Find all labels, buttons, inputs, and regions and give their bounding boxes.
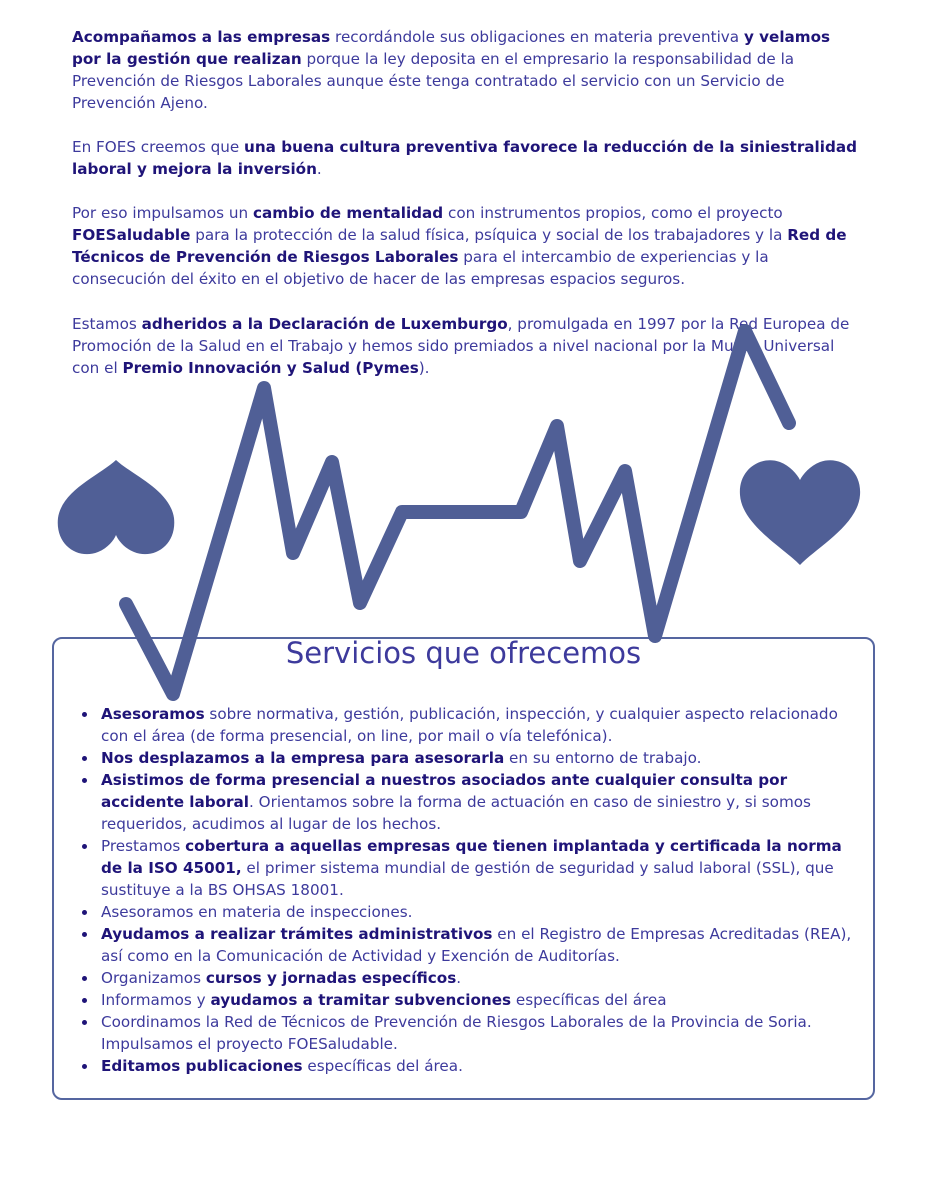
heart-icon-right bbox=[740, 460, 860, 565]
bold-text: Acompañamos a las empresas bbox=[72, 28, 331, 46]
text-run: . bbox=[316, 160, 322, 178]
text-run: Por eso impulsamos un bbox=[72, 204, 253, 222]
bold-text: Nos desplazamos a la empresa para asesorarla bbox=[101, 749, 505, 767]
services-box bbox=[52, 637, 875, 1100]
service-item bbox=[101, 1055, 856, 1077]
text-run: en su entorno de trabajo. bbox=[504, 749, 702, 767]
text-run: Organizamos bbox=[101, 969, 206, 987]
bold-text: Premio Innovación y Salud (Pymes bbox=[122, 359, 419, 377]
service-item bbox=[101, 901, 856, 923]
bold-text: una buena cultura preventiva favorece la reducción de la siniestralidad laboral y mejora la inversión bbox=[72, 138, 857, 178]
service-item bbox=[101, 835, 856, 901]
service-item bbox=[101, 703, 856, 747]
service-item bbox=[101, 747, 856, 769]
text-run: Estamos bbox=[72, 315, 142, 333]
text-run: el primer sistema mundial de gestión de seguridad y salud laboral (SSL), que sustituye a la BS OHSAS 18001. bbox=[101, 859, 834, 899]
intro-paragraph-2 bbox=[72, 136, 862, 180]
text-run: con instrumentos propios, como el proyecto bbox=[443, 204, 783, 222]
bold-text: Red de Técnicos de Prevención de Riesgos Laborales bbox=[72, 226, 847, 266]
service-item bbox=[101, 923, 856, 967]
text-run: recordándole sus obligaciones en materia preventiva bbox=[330, 28, 744, 46]
bold-text: Editamos publicaciones bbox=[101, 1057, 303, 1075]
intro-paragraph-4 bbox=[72, 313, 862, 379]
service-item bbox=[101, 1011, 856, 1055]
bold-text: Asistimos de forma presencial a nuestros asociados ante cualquier consulta por accidente laboral bbox=[101, 771, 788, 811]
intro-paragraph-3 bbox=[72, 202, 862, 290]
text-run: . Orientamos sobre la forma de actuación en caso de siniestro y, si somos requeridos, acudimos al lugar de los hechos. bbox=[101, 793, 811, 833]
text-run: ). bbox=[418, 359, 430, 377]
services-title: Servicios que ofrecemos bbox=[285, 636, 642, 670]
text-run: en el Registro de Empresas Acreditadas (REA), así como en la Comunicación de Actividad y Exención de Auditorías. bbox=[101, 925, 852, 965]
text-run: , promulgada en 1997 por la Red Europea de Promoción de la Salud en el Trabajo y hemos sido premiados a nivel nacional por la Mutua Universal con el bbox=[72, 315, 850, 377]
text-run: Informamos y bbox=[101, 991, 211, 1009]
text-run: sobre normativa, gestión, publicación, inspección, y cualquier aspecto relacionado con el área (de forma presencial, on line, por mail o vía telefónica). bbox=[101, 705, 838, 745]
text-run: específicas del área. bbox=[302, 1057, 463, 1075]
bold-text: Asesoramos bbox=[101, 705, 205, 723]
text-run: Coordinamos la Red de Técnicos de Prevención de Riesgos Laborales de la Provincia de Soria. Impulsamos el proyecto FOESaludable. bbox=[101, 1013, 812, 1053]
text-run: . bbox=[456, 969, 462, 987]
bold-text: y velamos por la gestión que realizan bbox=[72, 28, 831, 68]
text-run: para la protección de la salud física, psíquica y social de los trabajadores y la bbox=[190, 226, 788, 244]
text-run: para el intercambio de experiencias y la consecución del éxito en el objetivo de hacer de las empresas espacios seguros. bbox=[72, 248, 769, 288]
intro-paragraph-1 bbox=[72, 26, 862, 114]
bold-text: cobertura a aquellas empresas que tienen implantada y certificada la norma de la ISO 45001, bbox=[101, 837, 842, 877]
text-run: porque la ley deposita en el empresario la responsabilidad de la Prevención de Riesgos Laborales aunque éste tenga contratado el servicio con un Servicio de Prevención Ajeno. bbox=[72, 50, 795, 112]
services-list bbox=[101, 703, 856, 1077]
bold-text: ayudamos a tramitar subvenciones bbox=[210, 991, 512, 1009]
service-item bbox=[101, 967, 856, 989]
bold-text: adheridos a la Declaración de Luxemburgo bbox=[141, 315, 508, 333]
bold-text: cambio de mentalidad bbox=[252, 204, 444, 222]
service-item bbox=[101, 769, 856, 835]
text-run: específicas del área bbox=[511, 991, 667, 1009]
service-item bbox=[101, 989, 856, 1011]
text-run: En FOES creemos que bbox=[72, 138, 245, 156]
text-run: Prestamos bbox=[101, 837, 186, 855]
bold-text: cursos y jornadas específicos bbox=[205, 969, 457, 987]
bold-text: Ayudamos a realizar trámites administrativos bbox=[101, 925, 493, 943]
heart-icon-left bbox=[58, 460, 175, 554]
text-run: Asesoramos en materia de inspecciones. bbox=[101, 903, 413, 921]
bold-text: FOESaludable bbox=[72, 226, 191, 244]
